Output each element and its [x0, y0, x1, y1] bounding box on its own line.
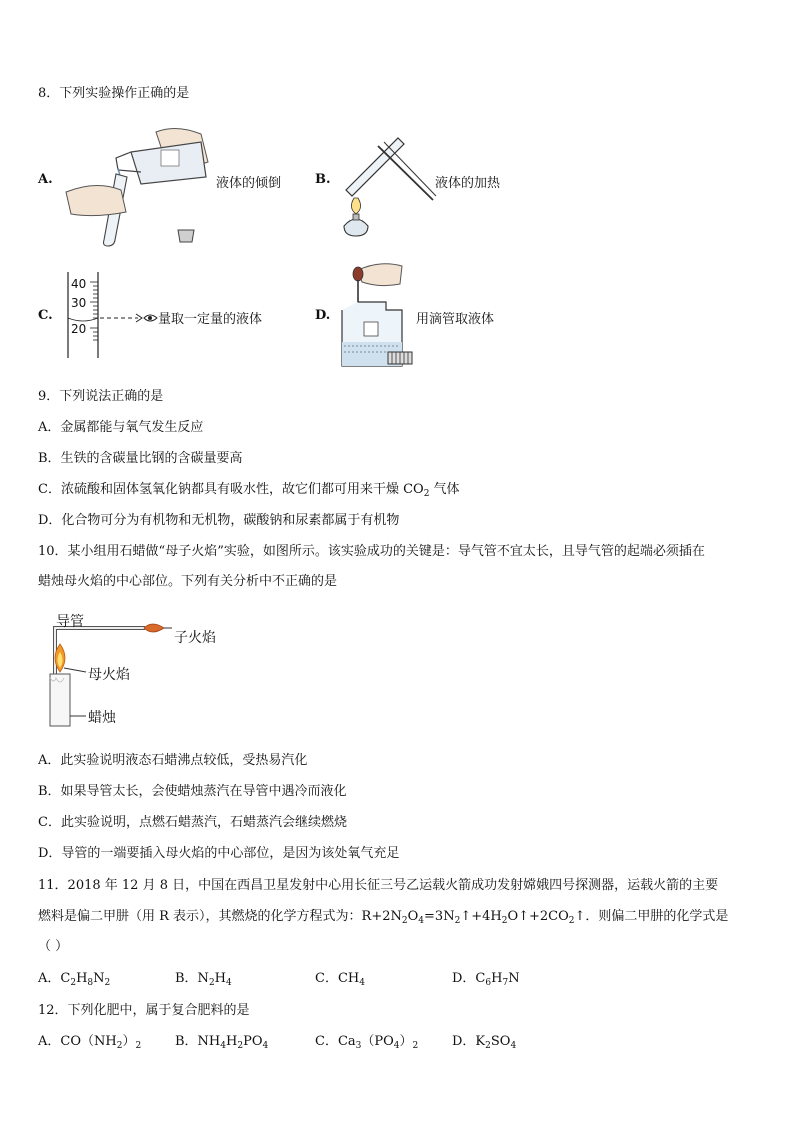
q9-option-c-text: C．浓硫酸和固体氢氧化钠都具有吸水性，故它们都可用来干燥 CO [38, 482, 424, 497]
candle-label: 蜡烛 [88, 710, 116, 726]
q11-option-d-text: D．C [452, 971, 486, 986]
q9-option-c-tail: 气体 [429, 482, 460, 497]
tube-label: 导管 [56, 614, 84, 630]
q12-option-d-text: D．K [452, 1034, 486, 1049]
q10-option-c[interactable]: C．此实验说明，点燃石蜡蒸汽，石蜡蒸汽会继续燃烧 [38, 815, 347, 830]
q11-eq-part5: ↑．则偏二甲肼的化学式是 [574, 909, 729, 924]
q9-option-b[interactable]: B．生铁的含碳量比钢的含碳量要高 [38, 451, 243, 466]
q8-option-b-caption: 液体的加热 [435, 176, 501, 191]
heating-liquid-illustration [338, 128, 438, 238]
q12-option-c[interactable]: C．$Ca_3(PO_4)_2$ [315, 1034, 419, 1051]
q12-option-a-text: A．CO（NH [38, 1034, 117, 1049]
child-flame-label: 子火焰 [174, 630, 216, 646]
q8-option-a-label[interactable]: A. [38, 172, 53, 187]
cylinder-tick-40: 40 [71, 277, 87, 291]
q9-option-c[interactable] [38, 478, 460, 499]
q11-eq-part1: 燃料是偏二甲肼（用 R 表示），其燃烧的化学方程式为：R+2N [38, 909, 402, 924]
q12-stem: 12．下列化肥中，属于复合肥料的是 [38, 1003, 250, 1018]
q11-option-b-text: B．N [175, 971, 209, 986]
cylinder-tick-20: 20 [71, 322, 87, 336]
q11-option-b[interactable]: B．$N_2H_4$ [175, 971, 232, 988]
q8-option-c-label[interactable]: C. [38, 308, 53, 323]
q9-option-c-sub: 2 [423, 489, 430, 499]
q11-eq-part2: =3N [424, 909, 455, 924]
q9-stem: 9．下列说法正确的是 [38, 389, 164, 404]
q11-stem-line1: 11．2018 年 12 月 8 日，中国在西昌卫星发射中心用长征三号乙运载火箭成功发射嫦娥四号探测器，运载火箭的主要 [38, 878, 719, 893]
q8-option-b-label[interactable]: B. [315, 172, 331, 187]
q8-option-d-caption: 用滴管取液体 [416, 312, 495, 327]
q12-option-c-text: C．Ca [315, 1034, 356, 1049]
q11-option-c-text: C．CH [315, 971, 360, 986]
cylinder-tick-30: 30 [71, 296, 87, 310]
q11-option-c[interactable]: C．$CH_4$ [315, 971, 365, 988]
q8-option-d-label[interactable]: D. [315, 308, 331, 323]
q10-option-a[interactable]: A．此实验说明液态石蜡沸点较低，受热易汽化 [38, 753, 308, 768]
q11-option-d[interactable]: D．$C_6H_7N$ [452, 971, 520, 988]
mother-flame-label: 母火焰 [88, 667, 130, 683]
q8-stem: 8．下列实验操作正确的是 [38, 86, 190, 101]
q11-eq-part4: O↑+2CO [507, 909, 569, 924]
bottle-stopper-icon [387, 350, 413, 366]
q8-option-c-caption: 量取一定量的液体 [158, 312, 263, 327]
q9-option-d[interactable]: D．化合物可分为有机物和无机物，碳酸钠和尿素都属于有机物 [38, 513, 400, 528]
q10-option-d[interactable]: D．导管的一端要插入母火焰的中心部位，是因为该处氧气充足 [38, 846, 400, 861]
q10-option-b[interactable]: B．如果导管太长，会使蜡烛蒸汽在导管中遇冷而液化 [38, 784, 347, 799]
q12-option-d[interactable]: D．$K_2SO_4$ [452, 1034, 517, 1051]
q12-option-b-text: B．NH [175, 1034, 221, 1049]
q10-stem-line1: 10．某小组用石蜡做“母子火焰”实验，如图所示。该实验成功的关键是：导气管不宜太长，且导气管的起端必须插在 [38, 544, 705, 559]
q11-option-a-text: A．C [38, 971, 71, 986]
q11-stem-line2: 燃料是偏二甲肼（用 R 表示），其燃烧的化学方程式为：$R+2N_2O_4=3N_2↑+4H_2O↑+2CO_2↑$．则偏二甲肼的化学式是 [38, 909, 729, 926]
q11-eq-part3: ↑+4H [460, 909, 502, 924]
q9-option-a[interactable]: A．金属都能与氧气发生反应 [38, 420, 204, 435]
q11-option-a[interactable]: A．$C_2H_8N_2$ [38, 971, 111, 988]
q8-option-a-caption: 液体的倾倒 [216, 176, 282, 191]
pouring-liquid-illustration [66, 122, 216, 247]
q12-option-b[interactable]: B．$NH_4H_2PO_4$ [175, 1034, 269, 1051]
q11-answer-paren: （ ） [38, 939, 69, 954]
q12-option-a[interactable]: A．$CO(NH_2)_2$ [38, 1034, 142, 1051]
q10-stem-line2: 蜡烛母火焰的中心部位。下列有关分析中不正确的是 [38, 574, 338, 589]
